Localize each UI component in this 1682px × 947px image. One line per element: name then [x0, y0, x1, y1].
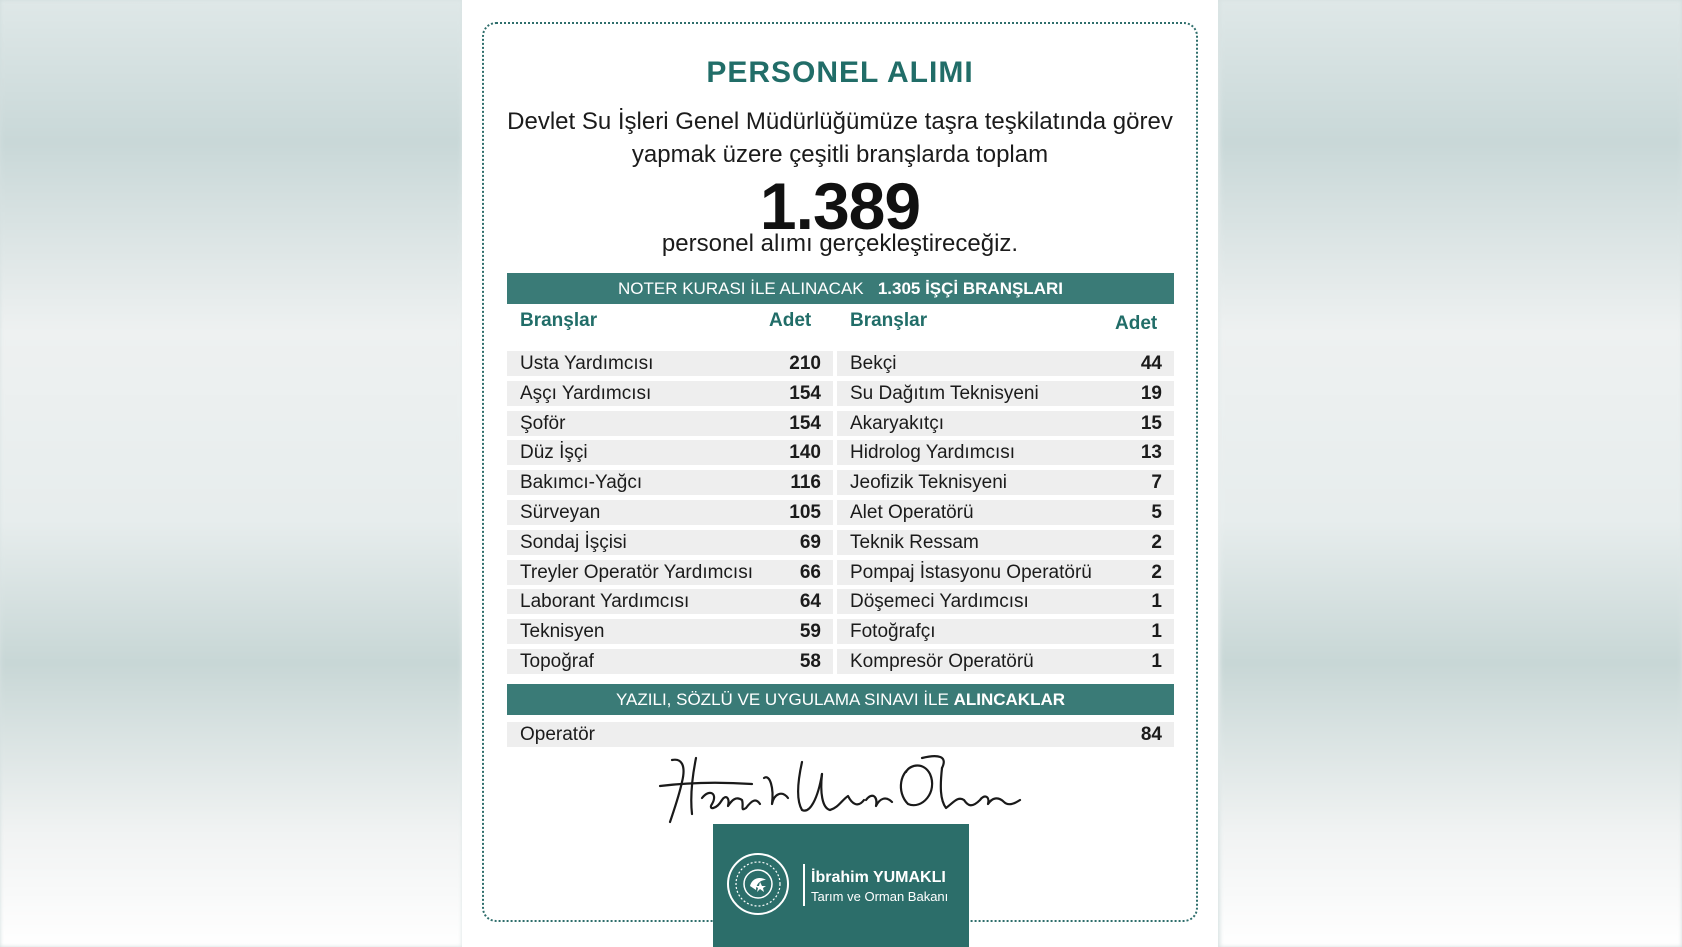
minister-badge: [713, 824, 969, 947]
table-row: [837, 589, 1174, 614]
branch-name: Sürveyan: [520, 502, 601, 523]
branch-count: 59: [799, 621, 821, 642]
table-row: [837, 381, 1174, 406]
col-header-count-left: Adet: [769, 310, 812, 331]
col-header-branch-right: Branşlar: [850, 310, 928, 331]
branch-name: Döşemeci Yardımcısı: [850, 591, 1029, 612]
branch-name: Alet Operatörü: [850, 502, 974, 523]
table-row: [837, 411, 1174, 436]
table-row: [507, 351, 833, 376]
minister-role: Tarım ve Orman Bakanı: [811, 889, 949, 904]
branch-count: 13: [1140, 442, 1162, 463]
branch-name: Laborant Yardımcısı: [520, 591, 690, 612]
branch-count: 2: [1151, 532, 1162, 553]
table-row: [507, 649, 833, 674]
branch-count: 44: [1140, 353, 1162, 374]
table-row: [837, 440, 1174, 465]
section-header-regular: YAZILI, SÖZLÜ VE UYGULAMA SINAVI İLE: [615, 690, 949, 709]
branch-name: Aşçı Yardımcısı: [520, 383, 652, 404]
branch-name: Operatör: [520, 724, 595, 745]
intro-line-1: Devlet Su İşleri Genel Müdürlüğümüze taşra teşkilatında görev: [507, 108, 1173, 135]
branch-name: Kompresör Operatörü: [850, 651, 1034, 672]
table-row: [837, 619, 1174, 644]
table-row: [837, 351, 1174, 376]
poster-title: PERSONEL ALIMI: [706, 56, 974, 89]
branch-count: 69: [799, 532, 821, 553]
total-count: 1.389: [759, 169, 921, 243]
branch-name: Jeofizik Teknisyeni: [850, 472, 1008, 493]
branch-count: 116: [790, 472, 821, 493]
section-header-noter: [507, 273, 1174, 304]
table-row: [507, 589, 833, 614]
branch-count: 5: [1151, 502, 1162, 523]
branch-name: Hidrolog Yardımcısı: [850, 442, 1016, 463]
table-row-operator: [507, 722, 1174, 747]
intro-line-3: personel alımı gerçekleştireceğiz.: [661, 230, 1019, 257]
branch-name: Sondaj İşçisi: [520, 532, 627, 553]
branch-count: 105: [789, 502, 821, 523]
table-row: [507, 470, 833, 495]
table-row: [507, 440, 833, 465]
ministry-seal-icon: [726, 852, 790, 916]
col-header-count-right: Adet: [1115, 313, 1158, 334]
table-row: [507, 411, 833, 436]
branch-name: Teknik Ressam: [850, 532, 979, 553]
announcement-poster: [462, 0, 1218, 947]
branch-name: Fotoğrafçı: [850, 621, 936, 642]
branch-count: 64: [799, 591, 821, 612]
badge-divider: [803, 864, 805, 906]
branch-count: 2: [1151, 562, 1162, 583]
section-header-bold: 1.305 İŞÇİ BRANŞLARI: [877, 279, 1063, 298]
signature-handwriting: [652, 748, 1032, 828]
branch-name: Topoğraf: [520, 651, 594, 672]
table-row: [507, 381, 833, 406]
minister-name: İbrahim YUMAKLI: [811, 869, 946, 886]
branch-count: 1: [1151, 621, 1162, 642]
branch-name: Su Dağıtım Teknisyeni: [850, 383, 1039, 404]
branch-count: 58: [799, 651, 821, 672]
intro-line-2: yapmak üzere çeşitli branşlarda toplam: [631, 141, 1049, 168]
section-header-regular: NOTER KURASI İLE ALINACAK: [618, 279, 864, 298]
table-row: [507, 619, 833, 644]
branch-name: Bekçi: [850, 353, 897, 374]
branch-name: Teknisyen: [520, 621, 605, 642]
col-header-branch-left: Branşlar: [520, 310, 598, 331]
branch-count: 1: [1151, 651, 1162, 672]
table-row: [507, 500, 833, 525]
branch-count: 210: [789, 353, 821, 374]
table-row: [837, 500, 1174, 525]
branch-name: Akaryakıtçı: [850, 413, 944, 434]
branch-name: Pompaj İstasyonu Operatörü: [850, 562, 1092, 583]
branch-count: 66: [799, 562, 821, 583]
branch-name: Düz İşçi: [520, 442, 588, 463]
branch-count: 19: [1140, 383, 1162, 404]
branch-count: 140: [789, 442, 821, 463]
branch-name: Treyler Operatör Yardımcısı: [520, 562, 753, 583]
branch-name: Usta Yardımcısı: [520, 353, 654, 374]
table-row: [507, 530, 833, 555]
branch-name: Bakımcı-Yağcı: [520, 472, 643, 493]
blurred-background-right: [1220, 0, 1682, 947]
branch-count: 7: [1151, 472, 1162, 493]
table-row: [837, 470, 1174, 495]
branch-count: 15: [1140, 413, 1162, 434]
table-row: [837, 530, 1174, 555]
table-row: [837, 649, 1174, 674]
section-header-exam: [507, 684, 1174, 715]
branch-count: 154: [789, 383, 821, 404]
table-row: [507, 560, 833, 585]
table-row: [837, 560, 1174, 585]
section-header-bold: ALINCAKLAR: [953, 690, 1066, 709]
branch-count: 154: [789, 413, 821, 434]
branch-count: 1: [1151, 591, 1162, 612]
blurred-background-left: [0, 0, 462, 947]
branch-count: 84: [1140, 724, 1162, 745]
branch-name: Şoför: [520, 413, 566, 434]
